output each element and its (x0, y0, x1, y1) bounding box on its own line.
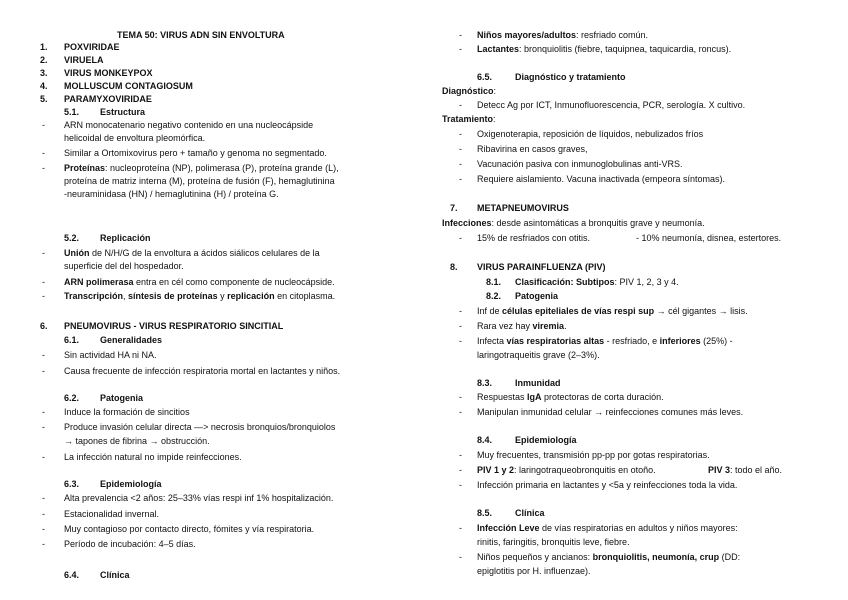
section-heading-parainfluenza: VIRUS PARAINFLUENZA (PIV) (477, 262, 606, 272)
infecciones-line (442, 218, 705, 229)
bullet-text (708, 465, 782, 476)
subsection-heading-clinica: Clínica (515, 508, 545, 518)
bullet-text: Produce invasión celular directa —> necrosis bronquios/bronquiolos (64, 422, 336, 432)
text-fragment: Niños pequeños y ancianos: (477, 552, 593, 562)
bullet-dash: - (42, 493, 45, 503)
bullet-dash: - (42, 120, 45, 130)
bullet-text (64, 277, 335, 288)
bullet-dash: - (459, 321, 462, 331)
section-heading-metapneumovirus: METAPNEUMOVIRUS (477, 203, 569, 213)
text-fragment: Rara vez hay (477, 321, 533, 331)
bullet-text (477, 523, 738, 534)
bold-term: PIV 1 y 2 (477, 465, 515, 475)
bullet-text (477, 306, 748, 317)
bullet-text: helicoidal de envoltura pleomórfica. (64, 133, 206, 143)
toc-number: 2. (40, 55, 48, 65)
bullet-dash: - (42, 452, 45, 462)
subsection-heading-epidemiologia: Epidemiología (515, 435, 577, 445)
subsection-number: 6.1. (64, 335, 80, 345)
bold-term: Transcripción (64, 291, 124, 301)
bullet-dash: - (459, 159, 462, 169)
bullet-dash: - (42, 163, 45, 173)
bold-term: Tratamiento (442, 114, 494, 124)
bullet-text: Ribavirina en casos graves, (477, 144, 588, 154)
bullet-dash: - (42, 291, 45, 301)
bullet-text (477, 336, 733, 347)
bullet-text: Induce la formación de sincitios (64, 407, 190, 417)
text-fragment: . (564, 321, 567, 331)
bullet-text (477, 465, 656, 476)
document-title: TEMA 50: VIRUS ADN SIN ENVOLTURA (117, 30, 285, 40)
bullet-text: rinitis, faringitis, bronquitis leve, fiebre. (477, 537, 630, 547)
bullet-dash: - (42, 366, 45, 376)
subsection-number: 6.3. (64, 479, 80, 489)
bold-term: vías respiratorias altas (506, 336, 605, 346)
bold-term: Proteínas (64, 163, 106, 173)
bullet-continuation: : PIV 1, 2, 3 y 4. (614, 277, 679, 287)
subsection-number: 8.1. (486, 277, 502, 287)
bullet-continuation: : resfriado común. (576, 30, 649, 40)
bullet-text: La infección natural no impide reinfecciones. (64, 452, 242, 462)
bold-term: PIV 3 (708, 465, 731, 475)
section-number: 8. (450, 262, 458, 272)
bullet-text: Sin actividad HA ni NA. (64, 350, 157, 360)
bullet-dash: - (459, 336, 462, 346)
bullet-dash: - (459, 392, 462, 402)
subsection-heading-inmunidad: Inmunidad (515, 378, 561, 388)
section-number: 7. (450, 203, 458, 213)
bullet-text: Manipulan inmunidad celular → reinfecciones comunes más leves. (477, 407, 744, 417)
bullet-dash: - (42, 407, 45, 417)
bullet-text: proteína de matriz interna (M), proteína de fusión (F), hemaglutinina (64, 176, 335, 186)
bullet-text: Muy contagioso por contacto directo, fómites y vía respiratoria. (64, 524, 315, 534)
bullet-text (477, 44, 731, 55)
bullet-text: 15% de resfriados con otitis. (477, 233, 591, 243)
bullet-continuation: de N/H/G de la envoltura a ácidos siálicos celulares de la (89, 248, 320, 258)
subsection-number: 5.1. (64, 107, 80, 117)
bullet-text (64, 163, 339, 174)
bullet-dash: - (459, 306, 462, 316)
text-fragment: Infecta (477, 336, 507, 346)
subsection-number: 8.4. (477, 435, 493, 445)
bullet-dash: - (459, 44, 462, 54)
bullet-text: Detecc Ag por ICT, Inmunofluorescencia, PCR, serología. X cultivo. (477, 100, 746, 110)
bold-term: células epiteliales de vías respi sup (502, 306, 655, 316)
text-fragment: → cél gigantes → lisis. (654, 306, 748, 316)
bold-term: Unión (64, 248, 90, 258)
toc-number: 1. (40, 42, 48, 52)
subsection-heading-diagnostico-tratamiento: Diagnóstico y tratamiento (515, 72, 626, 82)
toc-item-paramyxoviridae: PARAMYXOVIRIDAE (64, 94, 152, 104)
bullet-continuation: entra en cél como componente de nucleocápside. (133, 277, 335, 287)
text-fragment: y (217, 291, 228, 301)
toc-number: 4. (40, 81, 48, 91)
text-fragment: de vías respiratorias en adultos y niños mayores: (539, 523, 738, 533)
text-fragment: , (123, 291, 129, 301)
colon: : (570, 277, 574, 287)
bullet-continuation: : bronquiolitis (fiebre, taquipnea, taquicardia, roncus). (519, 44, 732, 54)
bullet-dash: - (459, 30, 462, 40)
toc-item-viruela: VIRUELA (64, 55, 104, 65)
toc-item-molluscum: MOLLUSCUM CONTAGIOSUM (64, 81, 193, 91)
bullet-text: - 10% neumonía, disnea, estertores. (636, 233, 782, 243)
clasificacion-line (515, 277, 679, 288)
bullet-text: Causa frecuente de infección respiratoria mortal en lactantes y niños. (64, 366, 341, 376)
subsection-number: 8.3. (477, 378, 493, 388)
bullet-continuation: : desde asintomáticas a bronquitis grave y neumonía. (491, 218, 705, 228)
bullet-dash: - (42, 539, 45, 549)
colon: : (493, 114, 496, 124)
bold-term: ARN polimerasa (64, 277, 134, 287)
bullet-text: Muy frecuentes, transmisión pp-pp por gotas respiratorias. (477, 450, 710, 460)
bullet-dash: - (459, 129, 462, 139)
bullet-text: laringotraqueitis grave (2–3%). (477, 350, 600, 360)
bullet-text: Estacionalidad invernal. (64, 509, 160, 519)
toc-item-monkeypox: VIRUS MONKEYPOX (64, 68, 153, 78)
bold-term: inferiores (659, 336, 701, 346)
bullet-dash: - (459, 233, 462, 243)
subsection-heading-epidemiologia: Epidemiología (100, 479, 162, 489)
bullet-dash: - (459, 552, 462, 562)
subsection-heading-clinica: Clínica (100, 570, 130, 580)
bullet-dash: - (459, 144, 462, 154)
text-fragment: Respuestas (477, 392, 528, 402)
label-diagnostico (442, 86, 496, 97)
toc-item-poxviridae: POXVIRIDAE (64, 42, 120, 52)
subsection-heading-patogenia: Patogenia (515, 291, 559, 301)
label-tratamiento (442, 114, 496, 125)
section-number: 6. (40, 321, 48, 331)
bullet-dash: - (42, 277, 45, 287)
subsection-number: 8.5. (477, 508, 493, 518)
bold-term: replicación (227, 291, 275, 301)
subsection-number: 6.2. (64, 393, 80, 403)
bullet-dash: - (42, 422, 45, 432)
bullet-text: epiglotitis por H. influenzae). (477, 566, 591, 576)
text-fragment: (DD: (719, 552, 741, 562)
subsection-number: 5.2. (64, 233, 80, 243)
bullet-text: Infección primaria en lactantes y <5a y reinfecciones toda la vida. (477, 480, 738, 490)
bold-term: Niños mayores/adultos (477, 30, 577, 40)
bullet-text: Requiere aislamiento. Vacuna inactivada (empeora síntomas). (477, 174, 725, 184)
bullet-text: Oxigenoterapia, reposición de líquidos, nebulizados fríos (477, 129, 704, 139)
bold-term: síntesis de proteínas (128, 291, 218, 301)
bold-term: viremia (532, 321, 565, 331)
bullet-text (477, 30, 648, 41)
subsection-heading-estructura: Estructura (100, 107, 146, 117)
bullet-dash: - (459, 523, 462, 533)
bullet-text: ARN monocatenario negativo contenido en una nucleocápside (64, 120, 314, 130)
text-fragment: - resfriado, e (604, 336, 660, 346)
toc-number: 5. (40, 94, 48, 104)
bullet-text: Período de incubación: 4–5 días. (64, 539, 196, 549)
bullet-dash: - (459, 407, 462, 417)
bullet-text: Alta prevalencia <2 años: 25–33% vías respi inf 1% hospitalización. (64, 493, 334, 503)
bullet-dash: - (459, 465, 462, 475)
bold-term: Lactantes (477, 44, 520, 54)
bullet-text (477, 321, 567, 332)
bullet-dash: - (42, 524, 45, 534)
bullet-dash: - (459, 174, 462, 184)
text-fragment: protectoras de corta duración. (541, 392, 664, 402)
section-heading-pneumovirus: PNEUMOVIRUS - VIRUS RESPIRATORIO SINCITIAL (64, 321, 284, 331)
text-fragment: (25%) - (700, 336, 733, 346)
bullet-dash: - (42, 350, 45, 360)
text-fragment: Inf de (477, 306, 503, 316)
subsection-heading-patogenia: Patogenia (100, 393, 144, 403)
bullet-text: superficie del del hospedador. (64, 261, 184, 271)
bullet-dash: - (459, 450, 462, 460)
bullet-continuation: : nucleoproteína (NP), polimerasa (P), proteína grande (L), (105, 163, 339, 173)
bullet-text: Similar a Ortomixovirus pero + tamaño y genoma no segmentado. (64, 148, 327, 158)
toc-number: 3. (40, 68, 48, 78)
bold-term: Clasificación (515, 277, 571, 287)
bullet-dash: - (459, 100, 462, 110)
bullet-dash: - (42, 248, 45, 258)
subsection-heading-generalidades: Generalidades (100, 335, 163, 345)
bullet-dash: - (42, 509, 45, 519)
subsection-number: 6.5. (477, 72, 493, 82)
bold-term: Subtipos (576, 277, 615, 287)
bullet-dash: - (42, 148, 45, 158)
subsection-number: 8.2. (486, 291, 502, 301)
bold-term: IgA (527, 392, 542, 402)
colon: : (493, 86, 497, 96)
bullet-dash: - (459, 480, 462, 490)
bold-term: Diagnóstico (442, 86, 494, 96)
text-fragment: en citoplasma. (274, 291, 336, 301)
bold-term: Infecciones (442, 218, 492, 228)
bullet-text: -neuraminidasa (HN) / hemaglutinina (H) / proteína G. (64, 189, 279, 199)
bullet-text (64, 248, 320, 259)
bullet-text: → tapones de fibrina → obstrucción. (64, 436, 210, 446)
text-fragment: : laringotraqueobronquitis en otoño. (514, 465, 656, 475)
subsection-number: 6.4. (64, 570, 80, 580)
bold-term: Infección Leve (477, 523, 540, 533)
bullet-text (64, 291, 335, 302)
subsection-heading-replicacion: Replicación (100, 233, 151, 243)
bullet-text (477, 392, 664, 403)
bullet-text (477, 552, 740, 563)
bullet-text: Vacunación pasiva con inmunoglobulinas anti-VRS. (477, 159, 683, 169)
text-fragment: : todo el año. (730, 465, 783, 475)
bold-term: bronquiolitis, neumonía, crup (592, 552, 720, 562)
